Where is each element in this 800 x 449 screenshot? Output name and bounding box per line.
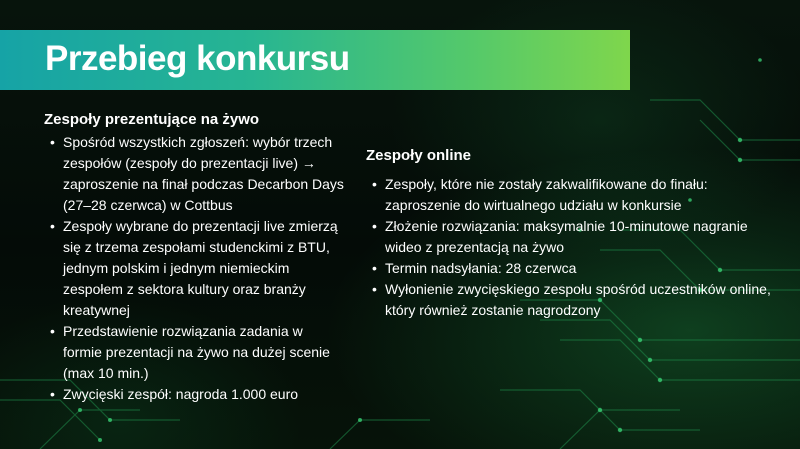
list-item: • Spośród wszystkich zgłoszeń: wybór trzech zespołów (zespoły do prezentacji live) → zaproszenie na finał podczas Decarbon Days (27–28 czerwca) w Cottbus — [44, 132, 344, 216]
online-teams-heading: Zespoły online — [366, 147, 472, 164]
online-teams-column — [366, 146, 786, 321]
list-item: • Przedstawienie rozwiązania zadania w formie prezentacji na żywo na dużej scenie (max 10 min.) — [44, 321, 344, 384]
list-item: • Zwycięski zespół: nagroda 1.000 euro — [44, 384, 344, 405]
list-item: • Wyłonienie zwycięskiego zespołu spośród uczestników online, który również zostanie nagrodzony — [366, 279, 786, 321]
list-item: • Zespoły, które nie zostały zakwalifikowane do finału: zaproszenie do wirtualnego udziału w konkursie — [366, 174, 786, 216]
list-item: • Złożenie rozwiązania: maksymalnie 10-minutowe nagranie wideo z prezentacją na żywo — [366, 216, 786, 258]
live-teams-column — [44, 110, 344, 405]
online-teams-list — [366, 174, 786, 321]
list-item: • Zespoły wybrane do prezentacji live zmierzą się z trzema zespołami studenckimi z BTU, jednym polskim i jednym niemieckim zespołem z sektora kultury oraz branży kreatywnej — [44, 216, 344, 321]
list-item: • Termin nadsyłania: 28 czerwca — [366, 258, 786, 279]
live-teams-heading: Zespoły prezentujące na żywo — [44, 111, 260, 128]
slide-title: Przebieg konkursu — [45, 39, 350, 78]
live-teams-list — [44, 132, 344, 405]
